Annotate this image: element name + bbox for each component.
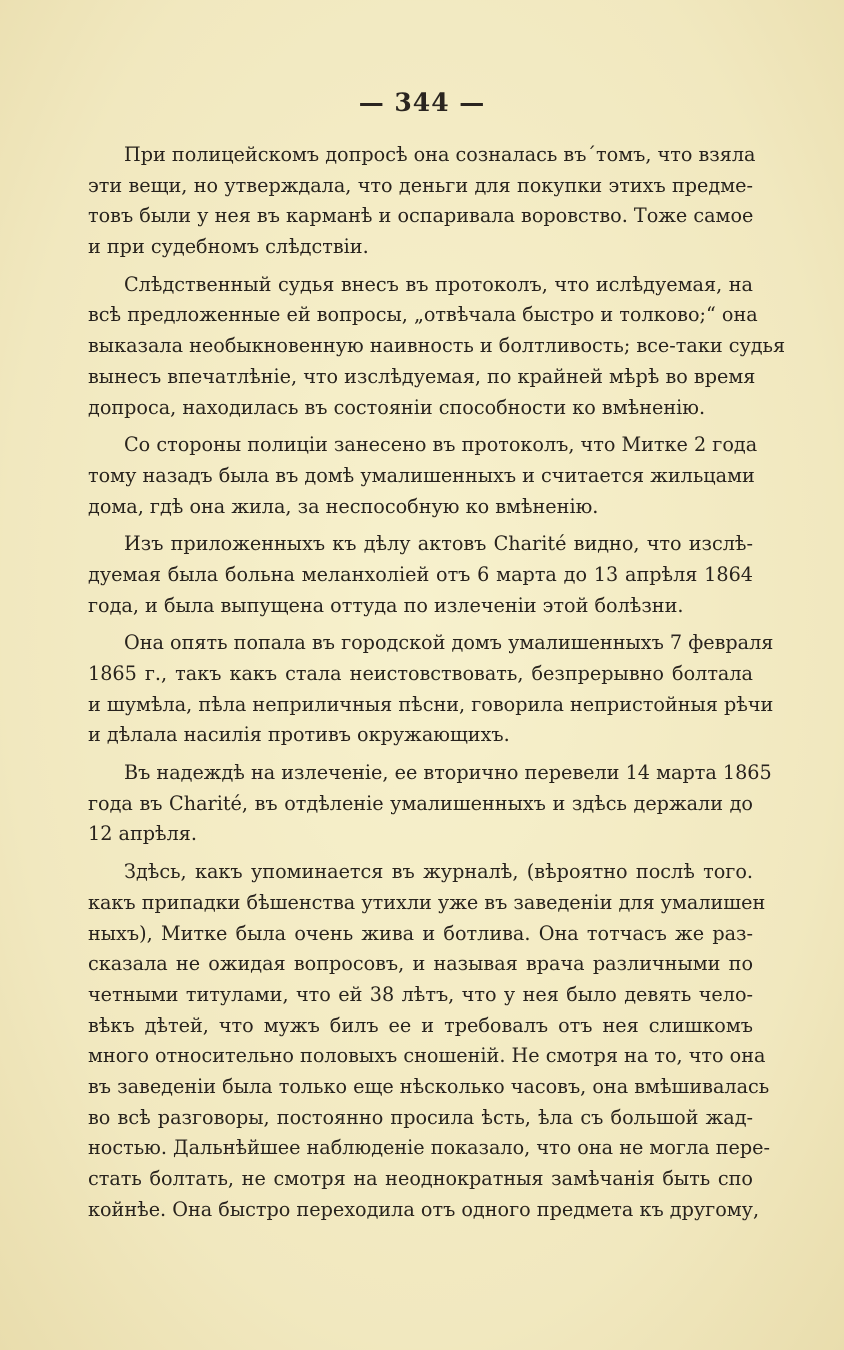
- text-line: какъ припадки бѣшенства утихли уже въ заведенiи для умалишен: [88, 890, 766, 914]
- paragraph: [88, 628, 774, 751]
- text-line: и при судебномъ слѣдствiи.: [88, 235, 369, 259]
- text-line: эти вещи, но утверждала, что деньги для покупки этихъ предме-: [88, 173, 753, 197]
- text-line: Изъ приложенныхъ къ дѣлу актовъ Charité видно, что изслѣ-: [124, 532, 753, 556]
- text-line: Слѣдственный судья внесъ въ протоколъ, что ислѣдуемая, на: [124, 272, 753, 296]
- text-line: всѣ предложенные ей вопросы, „отвѣчала быстро и толково;“ она: [88, 303, 758, 327]
- text-line: Со стороны полицiи занесено въ протоколъ, что Митке 2 года: [124, 433, 758, 457]
- text-line: выказала необыкновенную наивность и болтливость; все-таки судья: [88, 334, 786, 358]
- text-line: и дѣлала насилiя противъ окружающихъ.: [88, 723, 510, 747]
- text-line: дома, гдѣ она жила, за неспособную ко вмѣненiю.: [88, 494, 599, 518]
- text-line: допроса, находилась въ состоянiи способности ко вмѣненiю.: [88, 395, 706, 419]
- text-line: ныхъ), Митке была очень жива и ботлива. Она тотчасъ же раз-: [88, 921, 753, 945]
- text-line: Она опять попала въ городской домъ умалишенныхъ 7 февраля: [124, 631, 774, 655]
- paragraph: [88, 529, 753, 621]
- paragraph: [88, 430, 758, 522]
- text-line: 12 апрѣля.: [88, 822, 197, 846]
- text-line: много относительно половыхъ сношенiй. Не смотря на то, что она: [88, 1044, 766, 1068]
- text-line: 1865 г., такъ какъ стала неистовствовать, безпрерывно болтала: [88, 662, 753, 685]
- paragraph: [88, 270, 786, 423]
- text-line: стать болтать, не смотря на неоднократныя замѣчанiя быть спо: [88, 1167, 753, 1190]
- text-line: года, и была выпущена оттуда по излеченiи этой болѣзни.: [88, 593, 684, 617]
- text-line: ностью. Дальнѣйшее наблюденiе показало, что она не могла пере-: [88, 1136, 770, 1160]
- text-line: вѣкъ дѣтей, что мужъ билъ ее и требовалъ отъ нея слишкомъ: [88, 1013, 753, 1037]
- paragraph: [88, 140, 756, 263]
- body-text: [88, 140, 786, 1225]
- text-line: четными титулами, что ей 38 лѣтъ, что у нея было девять чело-: [88, 982, 753, 1006]
- text-line: года въ Charité, въ отдѣленiе умалишенныхъ и здѣсь держали до: [88, 791, 753, 815]
- text-line: Въ надеждѣ на излеченiе, ее вторично перевели 14 марта 1865: [124, 761, 772, 785]
- page-number: — 344 —: [358, 88, 486, 117]
- text-line: койнѣе. Она быстро переходила отъ одного предмета къ другому,: [88, 1197, 760, 1221]
- text-line: товъ были у нея въ карманѣ и оспаривала воровство. Тоже самое: [88, 204, 754, 228]
- text-line: сказала не ожидая вопросовъ, и называя врача различными по: [88, 952, 753, 976]
- text-line: во всѣ разговоры, постоянно просила ѣсть, ѣла съ большой жад-: [88, 1105, 753, 1129]
- text-line: въ заведенiи была только еще нѣсколько часовъ, она вмѣшивалась: [88, 1074, 770, 1098]
- text-line: При полицейскомъ допросѣ она созналась въ´томъ, что взяла: [124, 143, 756, 166]
- paragraph: [88, 758, 772, 850]
- paragraph: [88, 857, 770, 1225]
- text-line: Здѣсь, какъ упоминается въ журналѣ, (вѣроятно послѣ того.: [124, 860, 753, 884]
- text-line: дуемая была больна меланхолiей отъ 6 марта до 13 апрѣля 1864: [88, 562, 753, 586]
- text-line: тому назадъ была въ домѣ умалишенныхъ и считается жильцами: [88, 463, 755, 487]
- text-line: и шумѣла, пѣла неприличныя пѣсни, говорила непристойныя рѣчи: [88, 692, 774, 716]
- text-line: вынесъ впечатлѣнiе, что изслѣдуемая, по крайней мѣрѣ во время: [88, 364, 756, 388]
